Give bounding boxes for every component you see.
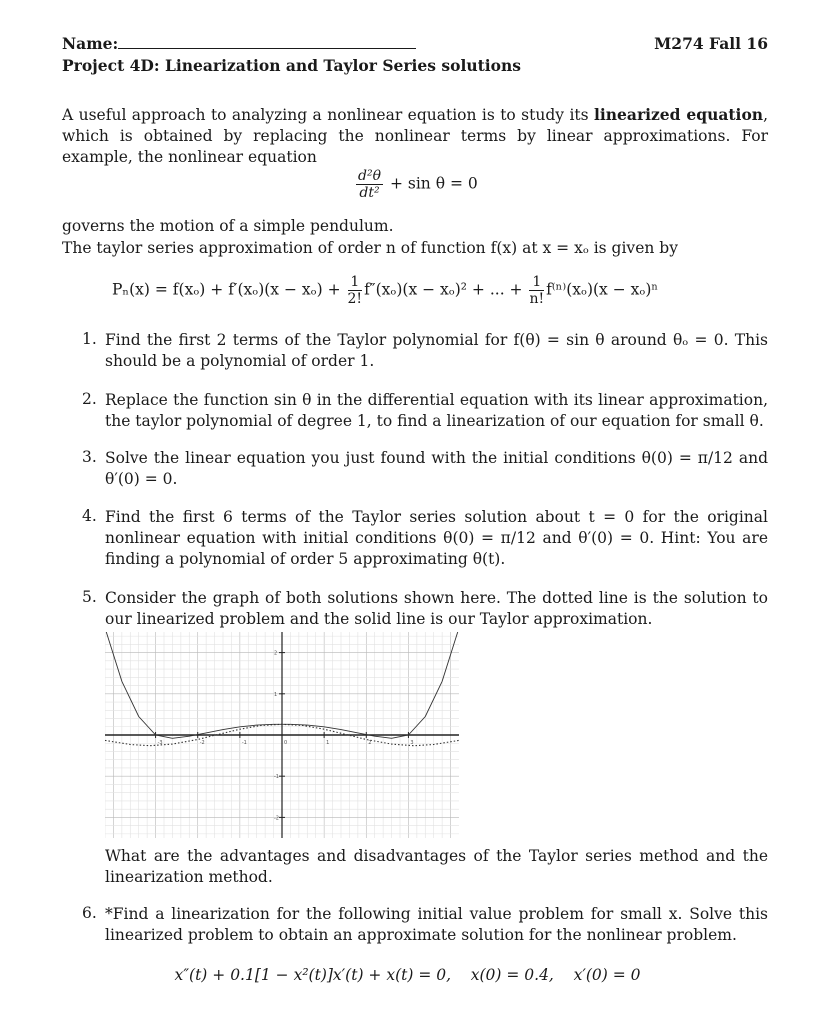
name-field <box>62 34 416 53</box>
question-text: Replace the function sin θ in the differential equation with its linear approximation, the taylor polynomial of degree 1, to find a linearization of our equation for small θ. <box>105 391 768 430</box>
name-blank-line[interactable] <box>118 34 416 49</box>
question-text: Find the first 6 terms of the Taylor series solution about t = 0 for the original nonlinear equation with initial conditions θ(0) = π/12 and θ′(0) = 0. Hint: You are finding a polynomial of order 5 approximating θ(t). <box>105 508 768 568</box>
x-tick-label: -2 <box>199 740 205 746</box>
question-number: 6. <box>82 904 97 922</box>
pendulum-equation-rest: + sin θ = 0 <box>389 174 478 193</box>
question-text: Solve the linear equation you just found with the initial conditions θ(0) = π/12 and θ′(0) = 0. <box>105 449 768 488</box>
course-label: M274 Fall 16 <box>654 34 768 53</box>
final-equation: x″(t) + 0.1[1 − x²(t)]x′(t) + x(t) = 0, x(0) = 0.4, x′(0) = 0 <box>174 966 641 984</box>
pendulum-fraction: $\frac{\text{d²θ}}{\text{dt²}}$ <box>358 168 382 201</box>
bold-term: linearized equation <box>594 105 764 124</box>
y-tick-label: -2 <box>274 815 279 822</box>
page-title: Project 4D: Linearization and Taylor Series solutions <box>62 56 522 75</box>
taylor-frac-1: $\frac{1}{2!}$ <box>347 274 363 307</box>
name-label: Name: <box>62 34 119 53</box>
x-tick-label: -3 <box>157 740 163 746</box>
taylor-lhs: Pₙ(x) = f(xₒ) + f′(xₒ)(x − xₒ) + <box>112 280 341 299</box>
question-text: Find the first 2 terms of the Taylor polynomial for f(θ) = sin θ around θₒ = 0. This should be a polynomial of order 1. <box>105 331 768 370</box>
governs-text: governs the motion of a simple pendulum. <box>62 217 394 235</box>
question-text: Consider the graph of both solutions shown here. The dotted line is the solution to our linearized problem and the solid line is our Taylor approximation. <box>105 589 768 628</box>
taylor-frac-2: $\frac{1}{n!}$ <box>529 274 545 307</box>
intro-text: A useful approach to analyzing a nonlinear equation is to study its <box>62 106 594 124</box>
taylor-mid: f″(xₒ)(x − xₒ)² + ... + <box>364 280 523 299</box>
question-5-followup: What are the advantages and disadvantages of the Taylor series method and the linearization method. <box>105 847 768 886</box>
solutions-graph <box>105 632 459 838</box>
pendulum-equation <box>354 168 478 201</box>
question-number: 2. <box>82 390 97 408</box>
taylor-intro-text: The taylor series approximation of order n of function f(x) at x = xₒ is given by <box>62 239 678 257</box>
taylor-formula <box>112 274 658 307</box>
y-tick-label: 1 <box>274 691 278 698</box>
question-number: 4. <box>82 507 97 525</box>
x-tick-label: 2 <box>368 740 372 746</box>
y-tick-label: 2 <box>274 650 278 657</box>
intro-paragraph <box>62 104 768 168</box>
question-number: 1. <box>82 330 97 348</box>
question-number: 5. <box>82 588 97 606</box>
x-tick-label: 1 <box>326 740 330 746</box>
question-text: *Find a linearization for the following initial value problem for small x. Solve this linearized problem to obtain an approximate solution for the nonlinear problem. <box>105 905 768 944</box>
x-tick-label: 3 <box>410 740 414 746</box>
x-tick-label: -1 <box>241 740 247 746</box>
question-number: 3. <box>82 448 97 466</box>
x-tick-label: 0 <box>284 740 288 746</box>
taylor-end: f⁽ⁿ⁾(xₒ)(x − xₒ)ⁿ <box>546 280 659 299</box>
intro-text-cont: , which is obtained by replacing the nonlinear terms by linear approximations. For example, the nonlinear equation <box>62 106 768 166</box>
y-tick-label: -1 <box>274 774 279 781</box>
